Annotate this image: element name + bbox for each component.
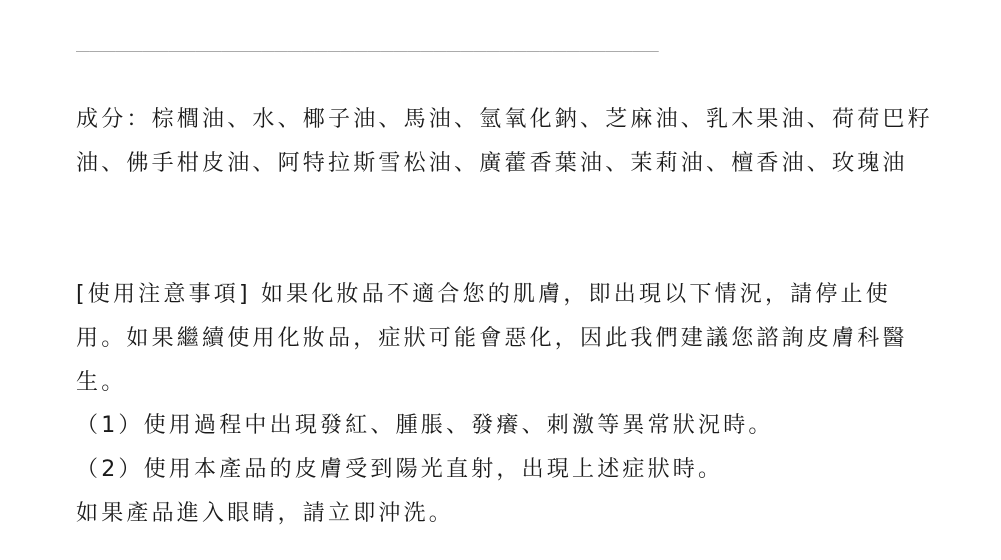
eye-contact-note: 如果產品進入眼睛，請立即沖洗。 bbox=[76, 501, 455, 526]
caution-item-1: （1）使用過程中出現發紅、腫脹、發癢、刺激等異常狀況時。 bbox=[76, 413, 774, 438]
caution-paragraph: [使用注意事項] 如果化妝品不適合您的肌膚，即出現以下情況，請停止使用。如果繼續使用化妝品，症狀可能會惡化，因此我們建議您諮詢皮膚科醫生。 bbox=[76, 282, 908, 395]
ingredients-paragraph: 成分：棕櫚油、水、椰子油、馬油、氫氧化鈉、芝麻油、乳木果油、荷荷巴籽油、佛手柑皮油、阿特拉斯雪松油、廣藿香葉油、茉莉油、檀香油、玫瑰油 bbox=[76, 107, 933, 176]
separator-line: ____________________________________________ bbox=[76, 30, 659, 52]
caution-item-2: （2）使用本產品的皮膚受到陽光直射，出現上述症狀時。 bbox=[76, 457, 724, 482]
